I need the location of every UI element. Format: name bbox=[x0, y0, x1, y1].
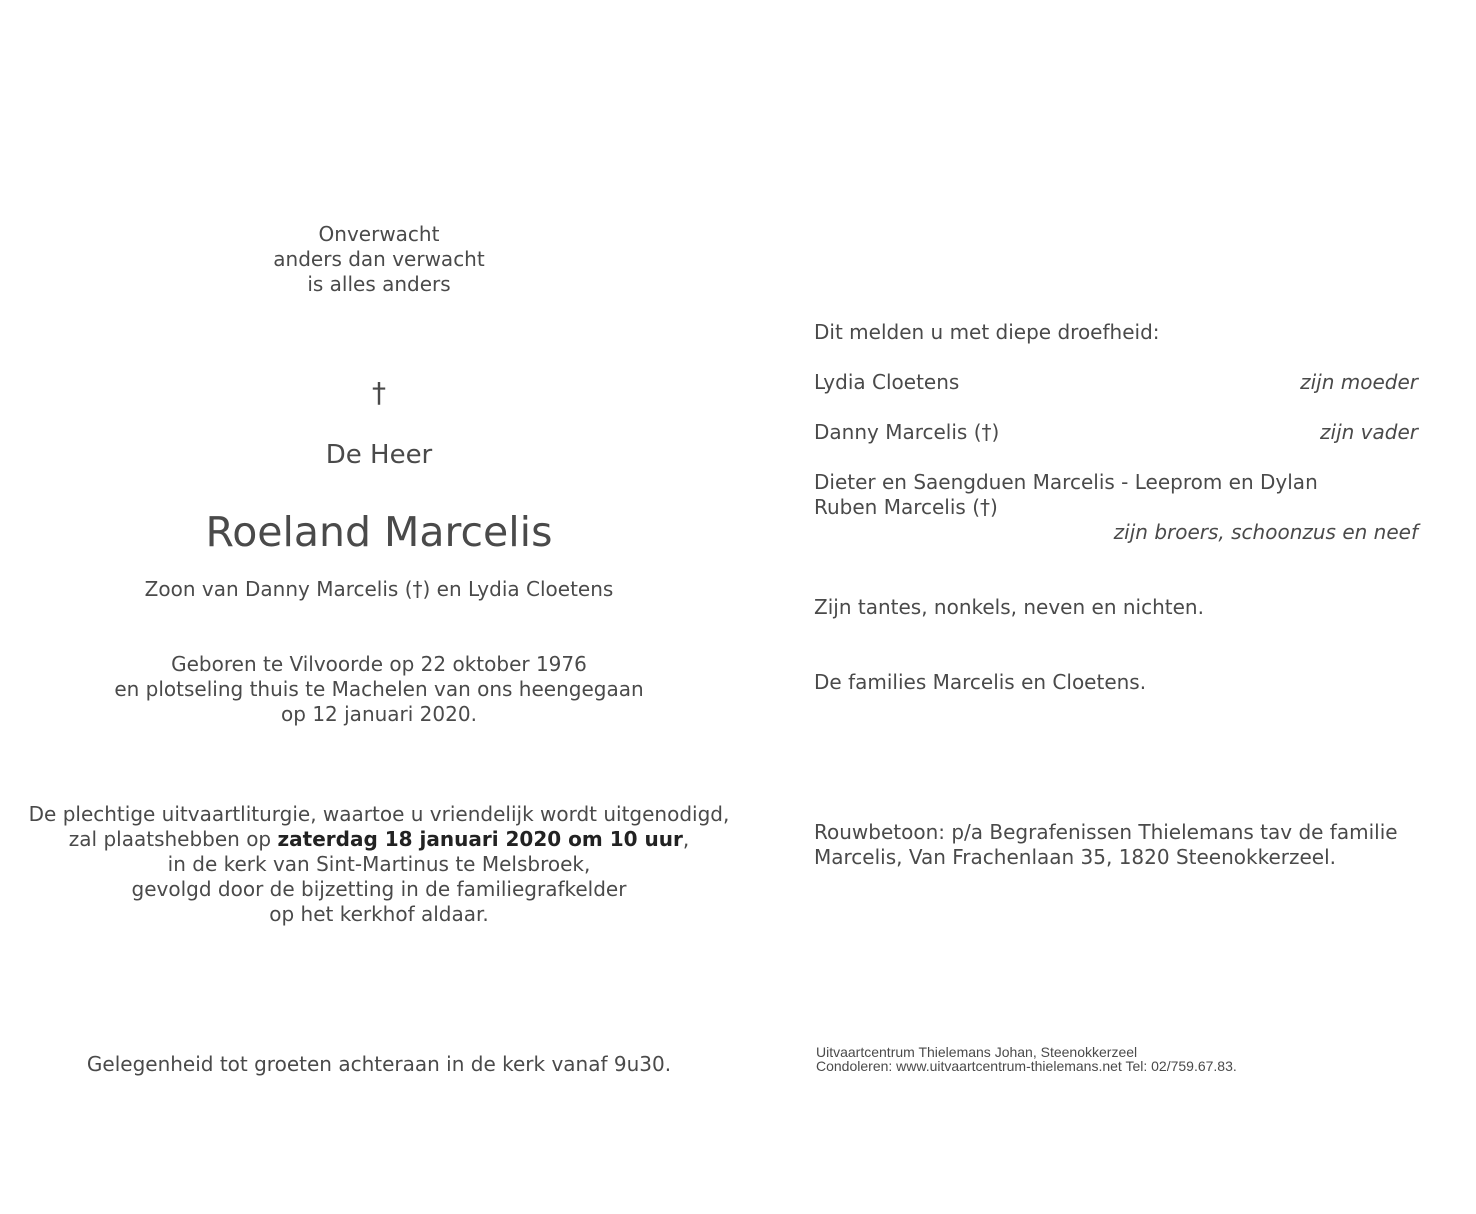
mother-name: Lydia Cloetens bbox=[814, 370, 960, 394]
liturgy-line: op het kerkhof aldaar. bbox=[269, 902, 489, 926]
poem-line: Onverwacht bbox=[318, 222, 440, 246]
honorific-title: De Heer bbox=[325, 440, 433, 470]
liturgy-line: gevolgd door de bijzetting in de familiegrafkelder bbox=[131, 877, 627, 901]
siblings-line: Dieter en Saengduen Marcelis - Leeprom en Dylan bbox=[814, 470, 1318, 494]
poem-line: is alles anders bbox=[307, 272, 451, 296]
condolence-address bbox=[814, 820, 1418, 870]
born-line: op 12 januari 2020. bbox=[281, 702, 477, 726]
funeral-home-footer bbox=[816, 1045, 1237, 1073]
siblings-role: zijn broers, schoonzus en neef bbox=[1113, 520, 1418, 544]
announcement-intro: Dit melden u met diepe droefheid: bbox=[814, 320, 1160, 344]
father-role: zijn vader bbox=[1320, 420, 1418, 444]
funeral-liturgy bbox=[0, 802, 758, 927]
siblings-line: Ruben Marcelis (†) bbox=[814, 495, 998, 519]
liturgy-date: zaterdag 18 januari 2020 om 10 uur bbox=[277, 827, 683, 851]
relatives-line: Zijn tantes, nonkels, neven en nichten. bbox=[814, 595, 1204, 619]
footer-line: Uitvaartcentrum Thielemans Johan, Steenokkerzeel bbox=[816, 1044, 1138, 1060]
liturgy-suffix: , bbox=[682, 827, 690, 851]
mother-row bbox=[814, 370, 1418, 395]
liturgy-prefix: zal plaatshebben op bbox=[68, 827, 278, 851]
footer-line: Condoleren: www.uitvaartcentrum-thielemans.net Tel: 02/759.67.83. bbox=[816, 1058, 1237, 1074]
father-row bbox=[814, 420, 1418, 445]
son-of-line: Zoon van Danny Marcelis (†) en Lydia Cloetens bbox=[144, 577, 614, 601]
greeting-info: Gelegenheid tot groeten achteraan in de kerk vanaf 9u30. bbox=[86, 1052, 672, 1076]
deceased-name: Roeland Marcelis bbox=[205, 508, 553, 556]
liturgy-line: De plechtige uitvaartliturgie, waartoe u vriendelijk wordt uitgenodigd, bbox=[28, 802, 730, 826]
birth-death-info bbox=[0, 652, 758, 727]
father-name: Danny Marcelis (†) bbox=[814, 420, 1000, 444]
cross-symbol: † bbox=[372, 376, 386, 409]
families-line: De families Marcelis en Cloetens. bbox=[814, 670, 1147, 694]
siblings-block bbox=[814, 470, 1418, 545]
liturgy-line bbox=[0, 827, 758, 852]
address-line: Rouwbetoon: p/a Begrafenissen Thielemans tav de familie bbox=[814, 820, 1398, 844]
liturgy-line: in de kerk van Sint-Martinus te Melsbroek, bbox=[167, 852, 591, 876]
address-line: Marcelis, Van Frachenlaan 35, 1820 Steenokkerzeel. bbox=[814, 845, 1337, 869]
poem bbox=[0, 222, 758, 297]
right-panel bbox=[814, 0, 1418, 1214]
born-line: Geboren te Vilvoorde op 22 oktober 1976 bbox=[171, 652, 587, 676]
mother-role: zijn moeder bbox=[1300, 370, 1418, 394]
poem-line: anders dan verwacht bbox=[273, 247, 485, 271]
born-line: en plotseling thuis te Machelen van ons heengegaan bbox=[114, 677, 644, 701]
